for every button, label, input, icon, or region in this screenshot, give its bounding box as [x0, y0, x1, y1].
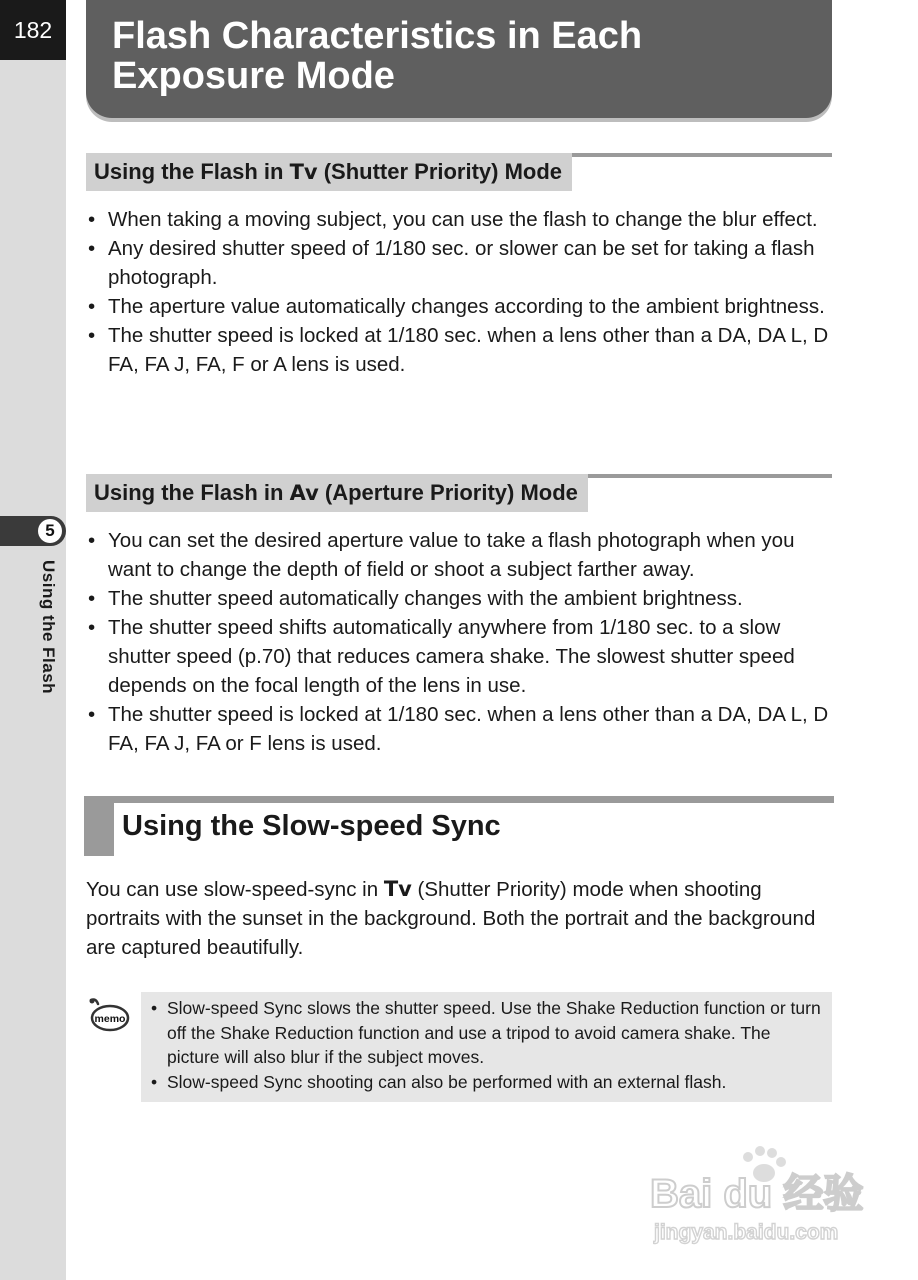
tv-mode-symbol: Tv [289, 160, 318, 184]
list-item: • The shutter speed automatically changes with the ambient brightness. [86, 584, 832, 613]
watermark-url: jingyan.baidu.com [654, 1221, 839, 1244]
chapter-label: Using the Flash [39, 560, 58, 695]
memo-item: • Slow-speed Sync shooting can also be performed with an external flash. [151, 1070, 822, 1095]
tv-mode-symbol: Tv [383, 877, 412, 901]
list-item: • When taking a moving subject, you can use the flash to change the blur effect. [86, 205, 832, 234]
slow-sync-intro: You can use slow-speed-sync in Tv (Shutter Priority) mode when shooting portraits with the sunset in the background. Both the portrait and the background are captured beautifully. [86, 877, 816, 959]
baidu-watermark-logo [648, 1143, 868, 1248]
list-item: • The shutter speed is locked at 1/180 sec. when a lens other than a DA, DA L, D FA, FA J, FA or F lens is used. [86, 700, 832, 758]
section-av-list [86, 526, 832, 758]
list-item: • The aperture value automatically changes according to the ambient brightness. [86, 292, 832, 321]
page-number: 182 [0, 0, 66, 60]
section-tv-list [86, 205, 832, 379]
list-item: • Any desired shutter speed of 1/180 sec. or slower can be set for taking a flash photograph. [86, 234, 832, 292]
memo-box [141, 992, 832, 1102]
list-item: • The shutter speed shifts automatically anywhere from 1/180 sec. to a slow shutter speed (p.70) that reduces camera shake. The slowest shutter speed depends on the focal length of the lens in use. [86, 613, 832, 700]
memo-icon-label: memo [94, 1013, 126, 1025]
list-item: • The shutter speed is locked at 1/180 sec. when a lens other than a DA, DA L, D FA, FA J, FA, F or A lens is used. [86, 321, 832, 379]
section-tv-heading [86, 153, 832, 191]
slow-sync-title: Using the Slow-speed Sync [122, 810, 501, 842]
section-tv-label: Using the Flash in Tv (Shutter Priority) Mode [86, 153, 572, 191]
list-item: • You can set the desired aperture value to take a flash photograph when you want to change the depth of field or shoot a subject farther away. [86, 526, 832, 584]
memo-item: • Slow-speed Sync slows the shutter speed. Use the Shake Reduction function or turn off the Shake Reduction function and use a tripod to avoid camera shake. The picture will also blur if the subject moves. [151, 996, 822, 1070]
section-av-label: Using the Flash in Av (Aperture Priority) Mode [86, 474, 588, 512]
memo-icon [88, 996, 130, 1032]
page-title-line2: Exposure Mode [112, 55, 395, 97]
heading-marker [84, 796, 114, 856]
watermark-brand: Bai du 经验 [650, 1172, 864, 1216]
chapter-number: 5 [38, 519, 62, 543]
page-title [112, 16, 832, 96]
page-title-line1: Flash Characteristics in Each [112, 15, 643, 57]
av-mode-symbol: Av [289, 481, 319, 505]
slow-sync-heading [84, 796, 834, 856]
page-title-box [86, 0, 832, 118]
section-av-heading [86, 474, 832, 512]
heading-rule [84, 796, 834, 803]
